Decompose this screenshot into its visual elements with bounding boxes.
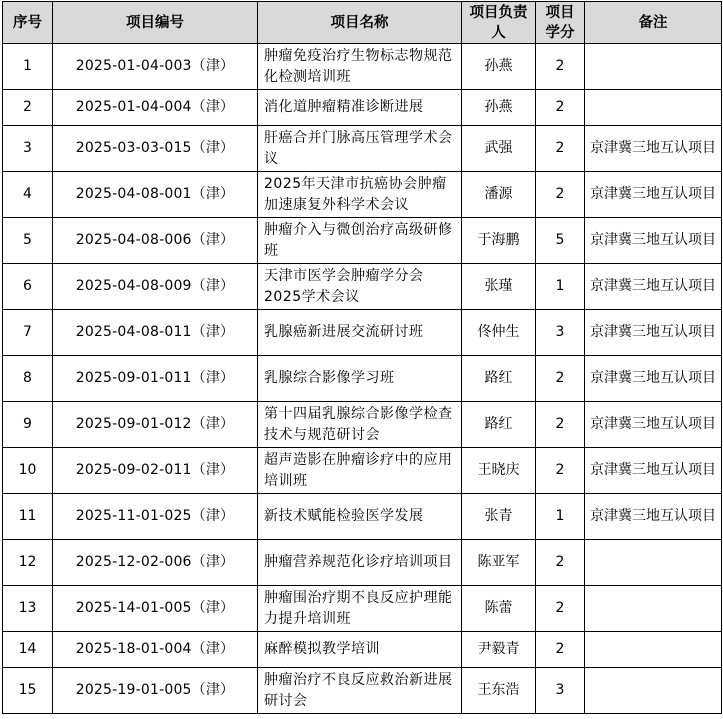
cell-name: 乳腺癌新进展交流研讨班 [258,310,462,356]
cell-owner: 武强 [462,126,536,172]
cell-note [585,668,722,714]
table-row [3,356,722,402]
cell-seq: 10 [3,448,53,494]
cell-seq: 2 [3,90,53,126]
cell-seq: 6 [3,264,53,310]
cell-seq: 11 [3,494,53,540]
cell-code: 2025-01-04-004（津） [53,90,258,126]
cell-note: 京津冀三地互认项目 [585,448,722,494]
cell-credit: 2 [536,448,585,494]
cell-owner: 王东浩 [462,668,536,714]
header-seq: 序号 [3,2,53,44]
table-row [3,402,722,448]
cell-owner: 孙燕 [462,90,536,126]
cell-credit: 1 [536,264,585,310]
cell-code: 2025-12-02-006（津） [53,540,258,586]
header-note: 备注 [585,2,722,44]
cell-code: 2025-09-01-012（津） [53,402,258,448]
table-row [3,668,722,714]
cell-note: 京津冀三地互认项目 [585,264,722,310]
cell-code: 2025-04-08-009（津） [53,264,258,310]
cell-owner: 王晓庆 [462,448,536,494]
cell-seq: 1 [3,44,53,90]
cell-seq: 7 [3,310,53,356]
cell-seq: 5 [3,218,53,264]
cell-owner: 路红 [462,356,536,402]
cell-seq: 4 [3,172,53,218]
cell-owner: 陈蕾 [462,586,536,632]
cell-name: 肿瘤治疗不良反应救治新进展研讨会 [258,668,462,714]
cell-seq: 9 [3,402,53,448]
table-row [3,632,722,668]
cell-credit: 5 [536,218,585,264]
cell-name: 第十四届乳腺综合影像学检查技术与规范研讨会 [258,402,462,448]
table-header-row [3,2,722,44]
cell-seq: 14 [3,632,53,668]
cell-name: 肝癌合并门脉高压管理学术会议 [258,126,462,172]
table-row [3,540,722,586]
cell-code: 2025-09-01-011（津） [53,356,258,402]
cell-credit: 2 [536,172,585,218]
cell-note [585,632,722,668]
cell-name: 麻醉模拟教学培训 [258,632,462,668]
cell-owner: 尹毅青 [462,632,536,668]
cell-code: 2025-11-01-025（津） [53,494,258,540]
cell-code: 2025-01-04-003（津） [53,44,258,90]
table-row [3,172,722,218]
cell-credit: 3 [536,310,585,356]
cell-name: 肿瘤介入与微创治疗高级研修班 [258,218,462,264]
cell-note [585,90,722,126]
header-name: 项目名称 [258,2,462,44]
cell-credit: 2 [536,90,585,126]
cell-code: 2025-03-03-015（津） [53,126,258,172]
cell-name: 乳腺综合影像学习班 [258,356,462,402]
project-table [2,1,722,714]
cell-note [585,44,722,90]
cell-note: 京津冀三地互认项目 [585,402,722,448]
cell-name: 肿瘤免疫治疗生物标志物规范化检测培训班 [258,44,462,90]
table-body [3,44,722,714]
cell-code: 2025-14-01-005（津） [53,586,258,632]
cell-code: 2025-04-08-001（津） [53,172,258,218]
table-row [3,494,722,540]
cell-name: 新技术赋能检验医学发展 [258,494,462,540]
cell-seq: 13 [3,586,53,632]
table-row [3,218,722,264]
header-code: 项目编号 [53,2,258,44]
cell-code: 2025-04-08-011（津） [53,310,258,356]
cell-code: 2025-18-01-004（津） [53,632,258,668]
cell-note: 京津冀三地互认项目 [585,310,722,356]
cell-name: 肿瘤围治疗期不良反应护理能力提升培训班 [258,586,462,632]
cell-note: 京津冀三地互认项目 [585,494,722,540]
cell-seq: 12 [3,540,53,586]
table-row [3,586,722,632]
cell-name: 2025年天津市抗癌协会肿瘤加速康复外科学术会议 [258,172,462,218]
cell-name: 肿瘤营养规范化诊疗培训项目 [258,540,462,586]
cell-owner: 路红 [462,402,536,448]
cell-owner: 陈亚军 [462,540,536,586]
cell-owner: 孙燕 [462,44,536,90]
table-row [3,310,722,356]
cell-owner: 张青 [462,494,536,540]
cell-note: 京津冀三地互认项目 [585,356,722,402]
cell-owner: 佟仲生 [462,310,536,356]
cell-owner: 张瑾 [462,264,536,310]
cell-note: 京津冀三地互认项目 [585,218,722,264]
table-row [3,90,722,126]
cell-note [585,540,722,586]
table-row [3,448,722,494]
cell-owner: 于海鹏 [462,218,536,264]
cell-code: 2025-19-01-005（津） [53,668,258,714]
cell-name: 超声造影在肿瘤诊疗中的应用培训班 [258,448,462,494]
cell-credit: 2 [536,540,585,586]
cell-credit: 2 [536,586,585,632]
cell-credit: 2 [536,44,585,90]
cell-seq: 15 [3,668,53,714]
cell-credit: 2 [536,126,585,172]
cell-name: 天津市医学会肿瘤学分会2025学术会议 [258,264,462,310]
header-credit: 项目学分 [536,2,585,44]
table-row [3,264,722,310]
table-row [3,44,722,90]
cell-credit: 2 [536,356,585,402]
cell-name: 消化道肿瘤精准诊断进展 [258,90,462,126]
cell-code: 2025-09-02-011（津） [53,448,258,494]
table-row [3,126,722,172]
cell-seq: 3 [3,126,53,172]
cell-credit: 2 [536,632,585,668]
cell-credit: 2 [536,402,585,448]
cell-note: 京津冀三地互认项目 [585,172,722,218]
cell-owner: 潘源 [462,172,536,218]
header-owner: 项目负责人 [462,2,536,44]
cell-note [585,586,722,632]
cell-credit: 1 [536,494,585,540]
cell-seq: 8 [3,356,53,402]
cell-credit: 3 [536,668,585,714]
cell-note: 京津冀三地互认项目 [585,126,722,172]
cell-code: 2025-04-08-006（津） [53,218,258,264]
